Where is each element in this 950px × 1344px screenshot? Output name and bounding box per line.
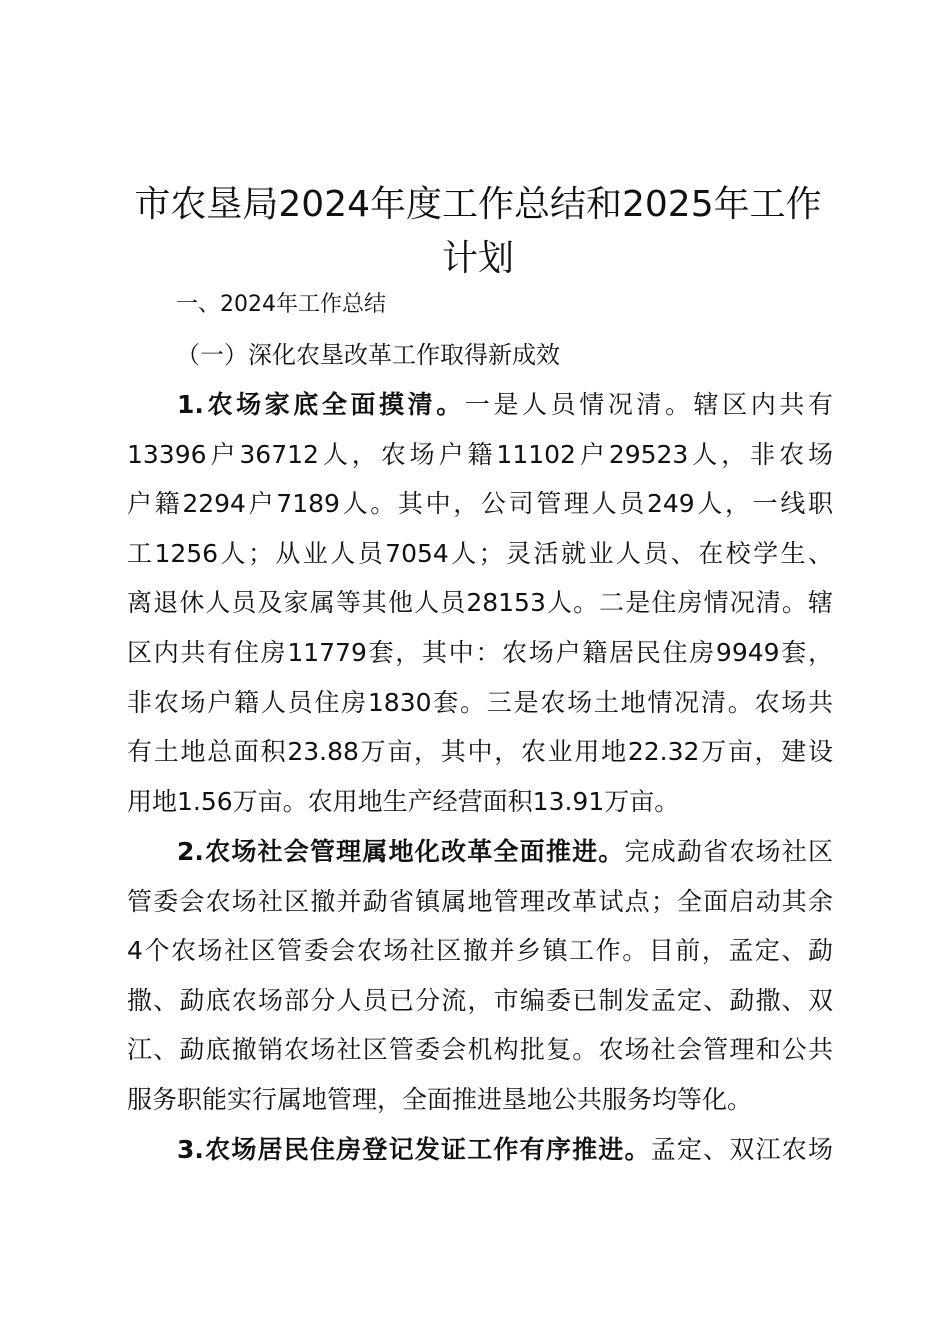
paragraph-line: 用地1.56万亩。农用地生产经营面积13.91万亩。 <box>127 786 680 816</box>
paragraph-line: 非农场户籍人员住房1830套。三是农场土地情况清。农场共 <box>127 687 833 717</box>
paragraph-line: 4个农场社区管委会农场社区撤并乡镇工作。目前，孟定、勐 <box>127 936 833 966</box>
paragraph-2 <box>127 827 833 1125</box>
subsection-heading: （一）深化农垦改革工作取得新成效 <box>176 341 560 369</box>
paragraph-text: 一是人员情况清。辖区内共有 <box>464 390 833 419</box>
paragraph-line: 江、勐底撤销农场社区管委会机构批复。农场社会管理和公共 <box>127 1035 833 1065</box>
paragraph-heading: 3.农场居民住房登记发证工作有序推进。 <box>177 1135 651 1164</box>
paragraph-line: 工1256人；从业人员7054人；灵活就业人员、在校学生、 <box>127 538 833 568</box>
paragraph-line <box>127 827 833 877</box>
paragraph-heading: 2.农场社会管理属地化改革全面推进。 <box>177 837 625 866</box>
paragraph-line: 13396户36712人，农场户籍11102户29523人，非农场 <box>127 439 833 469</box>
paragraph-line: 离退休人员及家属等其他人员28153人。二是住房情况清。辖 <box>127 588 833 618</box>
paragraph-line: 有土地总面积23.88万亩，其中，农业用地22.32万亩，建设 <box>127 737 833 767</box>
paragraph-text: 完成勐省农场社区 <box>624 837 833 866</box>
paragraph-line: 管委会农场社区撤并勐省镇属地管理改革试点；全面启动其余 <box>127 886 833 916</box>
paragraph-line: 撒、勐底农场部分人员已分流，市编委已制发孟定、勐撒、双 <box>127 985 833 1015</box>
document-title <box>118 178 838 286</box>
paragraph-3 <box>127 1125 833 1175</box>
title-line-1: 市农垦局2024年度工作总结和2025年工作 <box>134 184 822 225</box>
paragraph-line <box>127 380 833 430</box>
paragraph-line: 服务职能实行属地管理，全面推进垦地公共服务均等化。 <box>127 1084 753 1114</box>
paragraph-1 <box>127 380 833 826</box>
paragraph-line <box>127 1125 833 1175</box>
title-line-2: 计划 <box>441 238 514 279</box>
paragraph-text: 孟定、双江农场 <box>650 1135 833 1164</box>
paragraph-heading: 1.农场家底全面摸清。 <box>177 390 465 419</box>
section-heading: 一、2024年工作总结 <box>176 292 386 317</box>
paragraph-line: 户籍2294户7189人。其中，公司管理人员249人，一线职 <box>127 489 833 519</box>
paragraph-line: 区内共有住房11779套，其中：农场户籍居民住房9949套， <box>127 637 833 667</box>
